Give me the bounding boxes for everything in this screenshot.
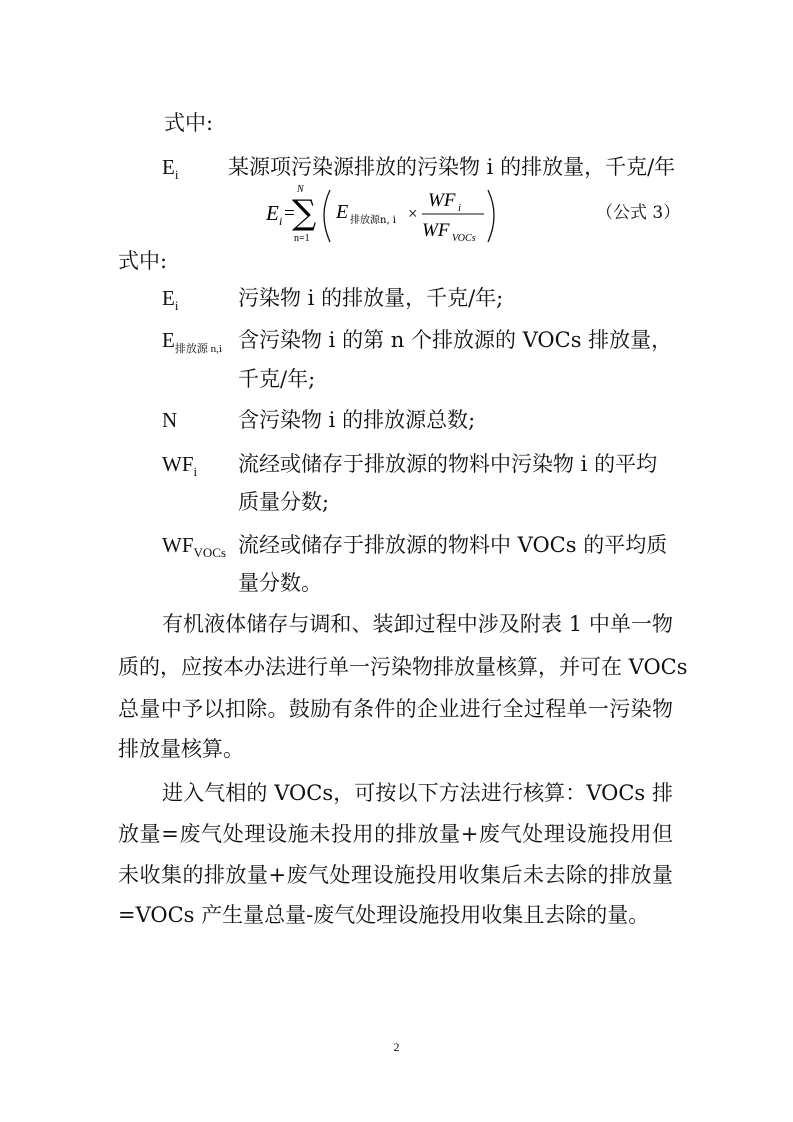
formula-times: × — [408, 204, 418, 223]
formula-lhs-E: E — [266, 201, 279, 225]
para1-line-4: 排放量核算。 — [118, 737, 244, 761]
formula-label: （公式 3） — [596, 203, 681, 223]
page-number: 2 — [393, 1040, 400, 1054]
formula-numerator: WF — [428, 190, 456, 211]
def-text-N: 含污染物 i 的排放源总数; — [238, 408, 476, 432]
para2-line-3: 未收集的排放量+废气处理设施投用收集后未去除的排放量 — [118, 863, 673, 887]
para2-line-1: 进入气相的 VOCs，可按以下方法进行核算：VOCs 排 — [162, 781, 673, 805]
formula-lhs-sub: i — [279, 214, 283, 228]
formula-svg — [262, 184, 502, 248]
def-text-WFi-cont: 质量分数; — [238, 490, 330, 514]
def-symbol-WFi: $WF_i$ — [162, 452, 198, 479]
formula-lower-limit: n=1 — [294, 233, 310, 244]
formula-denominator: WF — [422, 220, 450, 241]
formula-close-paren — [488, 190, 494, 242]
formula-3 — [262, 184, 502, 248]
formula-E-term: E — [336, 201, 349, 223]
def-symbol-E-source: $E_{排放源 n,i}$ — [162, 328, 222, 355]
para1-line-1: 有机液体储存与调和、装卸过程中涉及附表 1 中单一物 — [162, 612, 673, 636]
where-label-2: 式中: — [118, 249, 168, 273]
def-text-E-source-cont: 千克/年; — [238, 367, 316, 391]
para1-line-2: 质的，应按本办法进行单一污染物排放量核算，并可在 VOCs — [118, 655, 688, 679]
formula-E-sub: 排放源n, i — [350, 215, 396, 226]
def-text-WFi: 流经或储存于排放源的物料中污染物 i 的平均 — [238, 452, 658, 476]
def-symbol-N: N — [162, 408, 178, 432]
formula-open-paren — [324, 190, 330, 242]
para2-line-2: 放量=废气处理设施未投用的排放量+废气处理设施投用但 — [118, 822, 673, 846]
para2-line-4: =VOCs 产生量总量-废气处理设施投用收集且去除的量。 — [118, 903, 650, 927]
def-text-WFvocs-cont: 量分数。 — [238, 571, 322, 595]
formula-numerator-sub: i — [458, 202, 462, 214]
def-text-WFvocs: 流经或储存于排放源的物料中 VOCs 的平均质 — [238, 533, 668, 557]
where-label-1: 式中: — [164, 111, 214, 135]
para1-line-3: 总量中予以扣除。鼓励有条件的企业进行全过程单一污染物 — [118, 697, 673, 721]
def-text-E-source: 含污染物 i 的第 n 个排放源的 VOCs 排放量， — [238, 328, 673, 352]
def-symbol-Ei: $E_i$ — [162, 286, 179, 313]
def-top-text: 某源项污染源排放的污染物 i 的排放量，千克/年 — [228, 155, 676, 179]
def-text-Ei: 污染物 i 的排放量，千克/年; — [238, 286, 504, 310]
formula-equals: = — [284, 203, 295, 224]
formula-sigma: ∑ — [292, 193, 317, 233]
def-symbol-WFvocs: $WF_{VOCs}$ — [162, 533, 227, 560]
def-top-symbol: $E_i$ — [162, 155, 179, 182]
formula-denominator-sub: VOCs — [452, 233, 476, 244]
formula-upper-limit: N — [297, 184, 304, 195]
